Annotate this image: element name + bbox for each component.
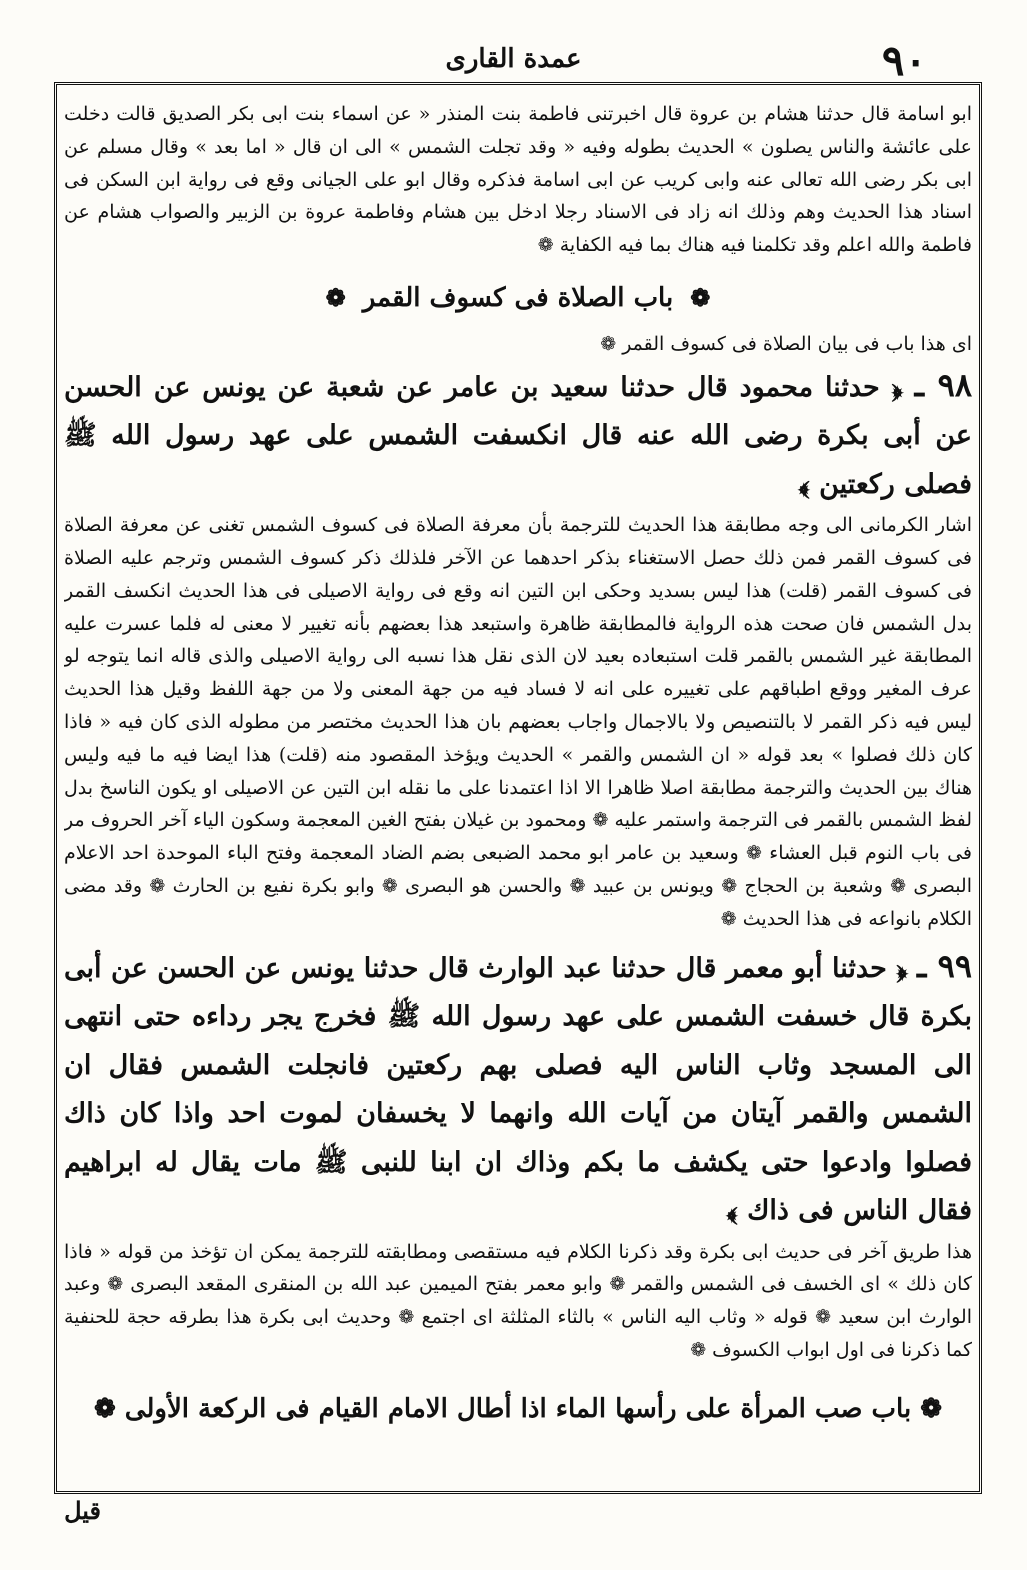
chapter-heading: [64, 278, 972, 318]
page-body: [64, 92, 972, 1490]
commentary-98: اشار الكرمانی الی وجه مطابقة هذا الحديث للترجمة بأن معرفة الصلاة فی كسوف الشمس تغنی عن معرفة الصلاة فی كسوف القمر فمن ذلك حصل الاستغناء بذكر احدهما عن الآخر فلذلك ذكر كسوف الشمس وترجم عليه الصلاة فی كسوف القمر (قلت) هذا ليس بسديد وحكى ابن التين انه وقع فی رواية الاصيلی فی هذا الحديث انكسف القمر بدل الشمس فان صحت هذه الرواية فالمطابقة ظاهرة واستبعد هذا بعضهم بأنه تغيير لا معنى له فلما عسرت عليه المطابقة غير الشمس بالقمر قلت استبعاده بعيد لان الذی نقل هذا نسبه الی رواية الاصيلی والذی قاله انما يتوجه لو عرف المغير ووقع اطباقهم على تغييره على انه لا فساد فيه من جهة المعنى ولا من جهة اللفظ وقيل هذا الحديث ليس فيه ذكر القمر لا بالتنصيص ولا بالاجمال واجاب بعضهم بان هذا الحديث مختصر من مطوله الذی كان فيه « فاذا كان ذلك فصلوا » بعد قوله « ان الشمس والقمر » الحديث ويؤخذ المقصود منه (قلت) هذا ايضا فيه ما فيه وليس هناك بين الحديث والترجمة مطابقة اصلا ظاهرا الا اذا اعتمدنا على ما نقله ابن التين عن الاصيلی او يكون الناسخ بدل لفظ الشمس بالقمر فی الترجمة واستمر عليه ❁ ومحمود بن غيلان بفتح الغين المعجمة وسكون الياء آخر الحروف مر فی باب النوم قبل العشاء ❁ وسعيد بن عامر ابو محمد الضبعی بضم الضاد المعجمة وفتح الباء الموحدة احد الاعلام البصری ❁ وشعبة بن الحجاج ❁ ويونس بن عبيد ❁ والحسن هو البصری ❁ وابو بكرة نفيع بن الحارث ❁ وقد مضى الكلام بانواعه فی هذا الحديث ❁: [64, 514, 972, 930]
hadith-99: [64, 942, 972, 1236]
intro-paragraph: ابو اسامة قال حدثنا هشام بن عروة قال اخبرتنی فاطمة بنت المنذر « عن اسماء بنت ابی بكر الصديق قالت دخلت على عائشة والناس يصلون » الحديث بطوله وفيه « وقد تجلت الشمس » الى ان قال « اما بعد » وقال مسلم عن ابی بكر رضی الله تعالی عنه وابی كريب عن ابی اسامة فذكره وقال ابو علی الجيانی وقع فی رواية ابن السكن فی اسناد هذا الحديث وهم وذلك انه زاد فی الاسناد رجلا ادخل بين هشام وفاطمة عروة بن الزبير والصواب هشام عن فاطمة والله اعلم وقد تكلمنا فيه هناك بما فيه الكفاية ❁: [64, 103, 972, 257]
page-number: ٩٠: [881, 36, 927, 85]
next-chapter-title: باب صب المرأة على رأسها الماء اذا أطال الامام القيام فی الركعة الأولى: [124, 1393, 912, 1424]
chapter-title: باب الصلاة فی كسوف القمر: [362, 282, 674, 313]
ornament-icon: ❁: [325, 282, 346, 312]
running-title: عمدة القاری: [445, 44, 582, 74]
chapter-gloss: ای هذا باب فی بيان الصلاة فی كسوف القمر ❁: [600, 332, 972, 355]
next-chapter-heading: [64, 1389, 972, 1429]
hadith-number: ٩٨ ـ: [914, 365, 972, 404]
catchword: قيل: [64, 1496, 101, 1525]
ornament-icon: ❁: [690, 282, 711, 312]
hadith-98: [64, 361, 972, 510]
hadith-text: ﴿ حدثنا محمود قال حدثنا سعيد بن عامر عن شعبة عن يونس عن الحسن عن أبی بكرة رضی الله عنه قال انكسفت الشمس على عهد رسول الله ﷺ فصلی ركعتين ﴾: [64, 371, 972, 500]
ornament-icon: ❁: [920, 1393, 943, 1424]
commentary-99: هذا طريق آخر فی حديث ابی بكرة وقد ذكرنا الكلام فيه مستقصى ومطابقته للترجمة يمكن ان تؤخذ من قوله « فاذا كان ذلك » ای الخسف فی الشمس والقمر ❁ وابو معمر بفتح الميمين عبد الله بن المنقری المقعد البصری ❁ وعبد الوارث ابن سعيد ❁ قوله « وثاب اليه الناس » بالثاء المثلثة ای اجتمع ❁ وحديث ابی بكرة هذا بطرقه حجة للحنفية كما ذكرنا فی اول ابواب الكسوف ❁: [64, 1240, 972, 1362]
hadith-number: ٩٩ ـ: [916, 946, 972, 985]
ornament-icon: ❁: [93, 1393, 116, 1424]
hadith-text: ﴿ حدثنا أبو معمر قال حدثنا عبد الوارث قال حدثنا يونس عن الحسن عن أبی بكرة قال خسفت الشمس على عهد رسول الله ﷺ فخرج يجر رداءه حتى انتهى الی المسجد وثاب الناس اليه فصلی بهم ركعتين فانجلت الشمس فقال ان الشمس والقمر آيتان من آيات الله وانهما لا يخسفان لموت احد واذا كان ذاك فصلوا وادعوا حتى يكشف ما بكم وذاك ان ابنا للنبی ﷺ مات يقال له ابراهيم فقال الناس فی ذاك ﴾: [64, 952, 972, 1227]
